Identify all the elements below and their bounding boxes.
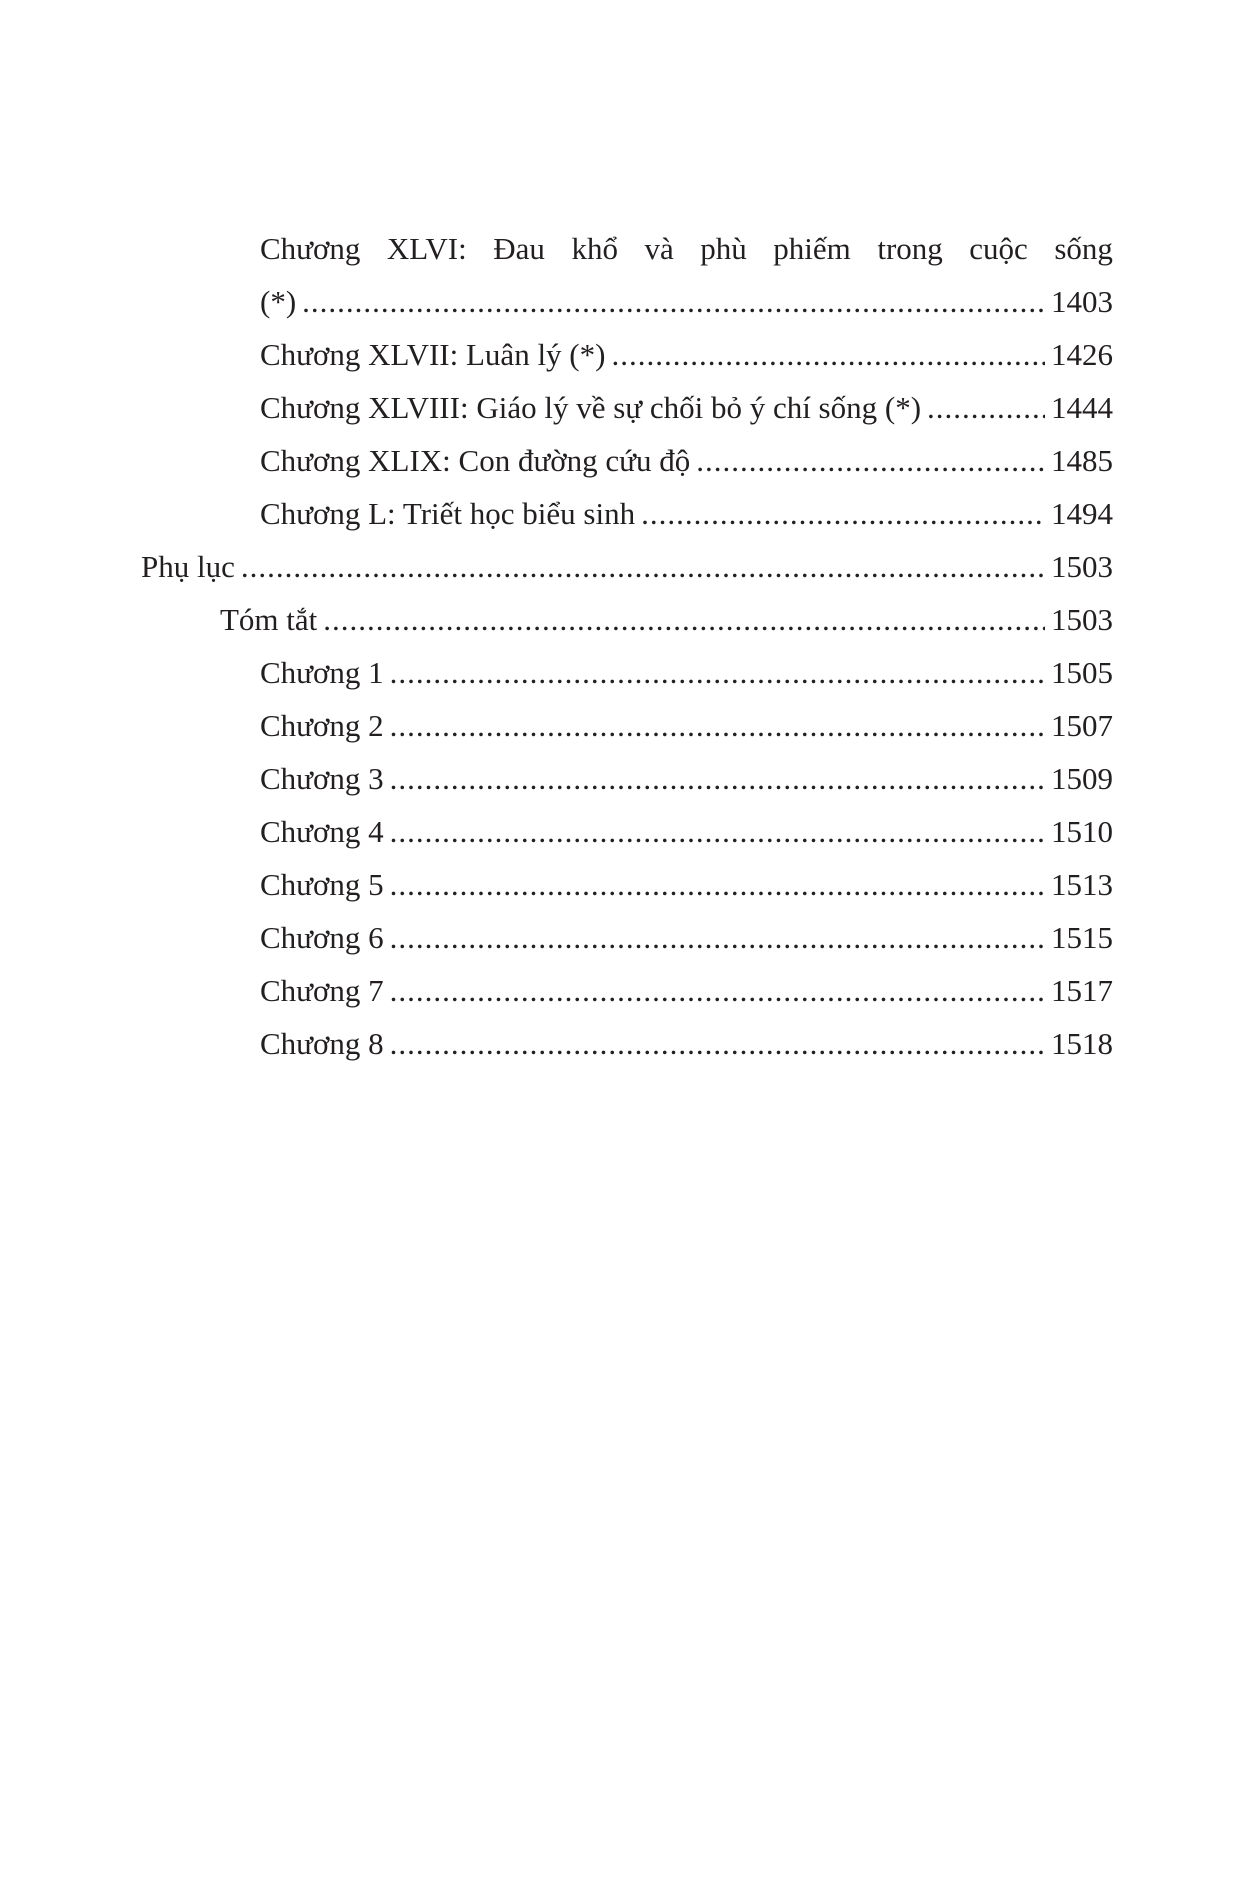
toc-entry-page: 1517 bbox=[1051, 973, 1113, 1008]
toc-entry-title-line bbox=[141, 222, 1113, 275]
toc-entry-page: 1494 bbox=[1051, 496, 1113, 531]
toc-entry-summary-chapter-4[interactable] bbox=[141, 805, 1113, 858]
toc-entry-summary-chapter-2[interactable] bbox=[141, 699, 1113, 752]
toc-entry-title: Chương XLIX: Con đường cứu độ bbox=[260, 443, 691, 478]
toc-entry-summary-chapter-3[interactable] bbox=[141, 752, 1113, 805]
title-word: phiếm bbox=[773, 231, 851, 266]
toc-entry-title: (*) bbox=[260, 284, 297, 319]
toc-entry-title: Chương 5 bbox=[260, 867, 384, 902]
dot-leader bbox=[390, 699, 1045, 752]
toc-entry-title: Chương 6 bbox=[260, 920, 384, 955]
toc-entry-summary-chapter-1[interactable] bbox=[141, 646, 1113, 699]
dot-leader bbox=[927, 381, 1045, 434]
title-word: Chương bbox=[260, 231, 361, 266]
toc-entry-chapter-46[interactable] bbox=[141, 222, 1113, 328]
title-word: phù bbox=[700, 231, 747, 266]
toc-entry-page: 1509 bbox=[1051, 761, 1113, 796]
dot-leader bbox=[390, 805, 1045, 858]
dot-leader bbox=[390, 1017, 1045, 1070]
title-word: và bbox=[644, 231, 674, 266]
dot-leader bbox=[390, 858, 1045, 911]
toc-entry-title: Chương 8 bbox=[260, 1026, 384, 1061]
toc-entry-page: 1505 bbox=[1051, 655, 1113, 690]
toc-entry-title: Chương 4 bbox=[260, 814, 384, 849]
toc-entry-page: 1503 bbox=[1051, 602, 1113, 637]
toc-entry-page: 1513 bbox=[1051, 867, 1113, 902]
dot-leader bbox=[390, 646, 1045, 699]
title-word: cuộc bbox=[969, 231, 1028, 266]
toc-entry-appendix[interactable] bbox=[141, 540, 1113, 593]
toc-entry-chapter-49[interactable] bbox=[141, 434, 1113, 487]
toc-entry-title: Chương 2 bbox=[260, 708, 384, 743]
toc-entry-chapter-47[interactable] bbox=[141, 328, 1113, 381]
toc-entry-page: 1444 bbox=[1051, 390, 1113, 425]
toc-entry-page: 1507 bbox=[1051, 708, 1113, 743]
toc-entry-page: 1426 bbox=[1051, 337, 1113, 372]
toc-entry-title: Chương 3 bbox=[260, 761, 384, 796]
toc-entry-page: 1515 bbox=[1051, 920, 1113, 955]
toc-entry-title: Phụ lục bbox=[141, 549, 235, 584]
toc-entry-title: Chương L: Triết học biểu sinh bbox=[260, 496, 636, 531]
dot-leader bbox=[696, 434, 1045, 487]
toc-entry-summary-chapter-7[interactable] bbox=[141, 964, 1113, 1017]
toc-entry-chapter-50[interactable] bbox=[141, 487, 1113, 540]
title-word: khổ bbox=[571, 231, 618, 266]
dot-leader bbox=[302, 275, 1045, 328]
table-of-contents bbox=[141, 222, 1113, 1070]
toc-entry-page: 1510 bbox=[1051, 814, 1113, 849]
dot-leader bbox=[390, 752, 1045, 805]
toc-entry-page: 1518 bbox=[1051, 1026, 1113, 1061]
toc-entry-title: Tóm tắt bbox=[220, 602, 318, 637]
dot-leader bbox=[323, 593, 1045, 646]
toc-entry-summary-chapter-6[interactable] bbox=[141, 911, 1113, 964]
toc-entry-chapter-48[interactable] bbox=[141, 381, 1113, 434]
dot-leader bbox=[641, 487, 1045, 540]
title-word: sống bbox=[1054, 231, 1113, 266]
toc-entry-title: Chương XLVII: Luân lý (*) bbox=[260, 337, 606, 372]
toc-entry-summary-chapter-8[interactable] bbox=[141, 1017, 1113, 1070]
toc-entry-page: 1485 bbox=[1051, 443, 1113, 478]
toc-entry-page: 1403 bbox=[1051, 284, 1113, 319]
title-word: trong bbox=[877, 231, 943, 266]
dot-leader bbox=[390, 911, 1045, 964]
toc-entry-summary[interactable] bbox=[141, 593, 1113, 646]
title-word: XLVI: bbox=[386, 231, 467, 266]
dot-leader bbox=[390, 964, 1045, 1017]
toc-entry-summary-chapter-5[interactable] bbox=[141, 858, 1113, 911]
toc-entry-title: Chương XLVIII: Giáo lý về sự chối bỏ ý chí sống (*) bbox=[260, 390, 922, 425]
title-word: Đau bbox=[493, 231, 545, 266]
dot-leader bbox=[241, 540, 1045, 593]
toc-entry-page: 1503 bbox=[1051, 549, 1113, 584]
toc-entry-title: Chương 7 bbox=[260, 973, 384, 1008]
dot-leader bbox=[611, 328, 1045, 381]
toc-entry-continuation bbox=[141, 275, 1113, 328]
toc-entry-title: Chương 1 bbox=[260, 655, 384, 690]
